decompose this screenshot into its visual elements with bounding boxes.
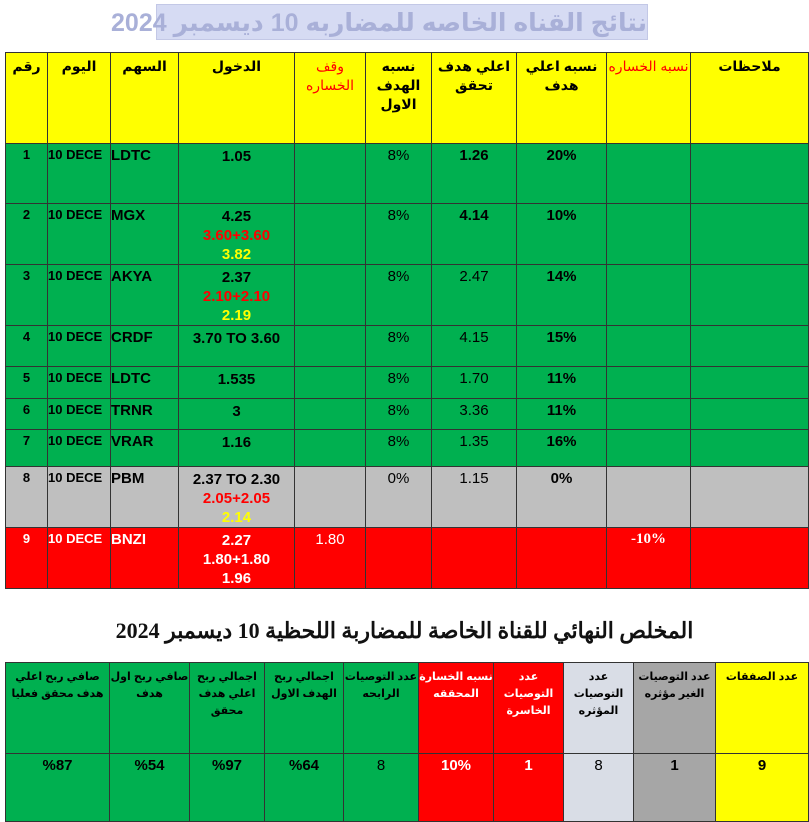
entry-value: 1.96 [221, 570, 252, 587]
summary-header-total-profit-first: اجمالي ربح الهدف الاول [265, 663, 344, 754]
row-notes [691, 326, 809, 367]
header-symbol: السهم [111, 53, 179, 144]
row-first-target-pct: 0% [366, 467, 432, 528]
row-highest-target: 1.15 [432, 467, 517, 528]
row-highest-target-pct: 20% [517, 144, 607, 204]
row-number: 4 [6, 326, 48, 367]
summary-header-losing-count: عدد التوصيات الخاسرة [494, 663, 564, 754]
row-loss-pct [607, 430, 691, 467]
row-highest-target-pct: 0% [517, 467, 607, 528]
page-title: نتائج القناه الخاصه للمضاربه 10 ديسمبر 2024 [156, 4, 648, 40]
row-stop-loss [295, 144, 366, 204]
table-row [6, 467, 809, 528]
row-first-target-pct [366, 528, 432, 589]
summary-header-non-deferred-count: عدد التوصيات الغير مؤثره [634, 663, 716, 754]
summary-header-net-profit-first: صافي ربح اول هدف [110, 663, 190, 754]
row-entry [179, 367, 295, 399]
table-row [6, 265, 809, 326]
row-entry [179, 144, 295, 204]
header-notes: ملاحظات [691, 53, 809, 144]
table-header-row [6, 53, 809, 144]
row-first-target-pct: 8% [366, 144, 432, 204]
row-first-target-pct: 8% [366, 265, 432, 326]
row-notes [691, 430, 809, 467]
table-row [6, 528, 809, 589]
row-highest-target-pct [517, 528, 607, 589]
row-notes [691, 204, 809, 265]
row-day: 10 DECE [48, 430, 111, 467]
summary-value-total-profit-highest: %97 [190, 754, 265, 822]
row-loss-pct [607, 204, 691, 265]
header-day: اليوم [48, 53, 111, 144]
summary-header-deferred-count: عدد التوصيات المؤثره [564, 663, 634, 754]
row-day: 10 DECE [48, 367, 111, 399]
row-entry [179, 430, 295, 467]
row-entry [179, 467, 295, 528]
row-number: 2 [6, 204, 48, 265]
summary-value-winning-count: 8 [344, 754, 419, 822]
row-notes [691, 399, 809, 430]
row-symbol: BNZI [111, 528, 179, 589]
entry-value: 3.82 [221, 246, 252, 263]
entry-value: 1.16 [221, 434, 252, 451]
row-stop-loss [295, 204, 366, 265]
row-day: 10 DECE [48, 204, 111, 265]
summary-value-loss-pct: 10% [419, 754, 494, 822]
row-first-target-pct: 8% [366, 399, 432, 430]
row-number: 1 [6, 144, 48, 204]
row-entry [179, 265, 295, 326]
summary-value-net-profit-highest: %87 [6, 754, 110, 822]
summary-header-winning-count: عدد التوصيات الرابحه [344, 663, 419, 754]
row-first-target-pct: 8% [366, 367, 432, 399]
row-number: 3 [6, 265, 48, 326]
header-first-target-pct: نسبه الهدف الاول [366, 53, 432, 144]
row-symbol: VRAR [111, 430, 179, 467]
row-number: 7 [6, 430, 48, 467]
entry-value: 1.535 [217, 371, 256, 388]
row-day: 10 DECE [48, 144, 111, 204]
header-entry: الدخول [179, 53, 295, 144]
row-highest-target: 1.70 [432, 367, 517, 399]
row-stop-loss [295, 399, 366, 430]
row-entry [179, 204, 295, 265]
table-row [6, 399, 809, 430]
table-row [6, 367, 809, 399]
entry-value: 2.27 [221, 532, 252, 549]
table-row [6, 430, 809, 467]
row-loss-pct [607, 367, 691, 399]
summary-value-deferred-count: 8 [564, 754, 634, 822]
row-highest-target: 2.47 [432, 265, 517, 326]
row-day: 10 DECE [48, 467, 111, 528]
entry-value: 2.05+2.05 [202, 490, 271, 507]
row-loss-pct [607, 326, 691, 367]
row-first-target-pct: 8% [366, 204, 432, 265]
summary-value-net-profit-first: %54 [110, 754, 190, 822]
header-num: رقم [6, 53, 48, 144]
entry-value: 3 [232, 403, 241, 420]
row-symbol: TRNR [111, 399, 179, 430]
row-highest-target-pct: 16% [517, 430, 607, 467]
entry-value: 2.10+2.10 [202, 288, 271, 305]
row-highest-target-pct: 14% [517, 265, 607, 326]
header-loss-pct: نسبه الخساره [607, 53, 691, 144]
row-symbol: LDTC [111, 144, 179, 204]
entry-value: 4.25 [221, 208, 252, 225]
entry-value: 1.80+1.80 [202, 551, 271, 568]
row-highest-target-pct: 11% [517, 399, 607, 430]
summary-value-deals-count: 9 [716, 754, 809, 822]
table-row [6, 204, 809, 265]
row-entry [179, 326, 295, 367]
summary-table [5, 662, 809, 822]
summary-title: المخلص النهائي للقناة الخاصة للمضاربة اللحظية 10 ديسمبر 2024 [115, 618, 694, 643]
row-stop-loss [295, 467, 366, 528]
row-day: 10 DECE [48, 265, 111, 326]
results-table [5, 52, 809, 589]
row-number: 9 [6, 528, 48, 589]
summary-value-row [6, 754, 809, 822]
entry-value: 2.37 TO 2.30 [192, 471, 281, 488]
row-first-target-pct: 8% [366, 430, 432, 467]
row-symbol: AKYA [111, 265, 179, 326]
row-highest-target: 4.14 [432, 204, 517, 265]
row-notes [691, 528, 809, 589]
row-highest-target: 3.36 [432, 399, 517, 430]
header-highest-target-pct: نسبه اعلي هدف [517, 53, 607, 144]
entry-value: 2.37 [221, 269, 252, 286]
summary-header-total-profit-highest: اجمالي ربح اعلي هدف محقق [190, 663, 265, 754]
row-stop-loss [295, 326, 366, 367]
summary-header-net-profit-highest: صافي ربح اعلي هدف محقق فعليا [6, 663, 110, 754]
row-symbol: CRDF [111, 326, 179, 367]
summary-value-non-deferred-count: 1 [634, 754, 716, 822]
entry-value: 3.70 TO 3.60 [192, 330, 281, 347]
summary-value-losing-count: 1 [494, 754, 564, 822]
summary-value-total-profit-first: %64 [265, 754, 344, 822]
table-row [6, 144, 809, 204]
row-notes [691, 265, 809, 326]
row-stop-loss [295, 367, 366, 399]
header-stop-loss: وقف الخساره [295, 53, 366, 144]
row-stop-loss: 1.80 [295, 528, 366, 589]
row-symbol: LDTC [111, 367, 179, 399]
row-loss-pct: -10% [607, 528, 691, 589]
row-loss-pct [607, 467, 691, 528]
entry-value: 3.60+3.60 [202, 227, 271, 244]
summary-header-loss-pct: نسبه الخسارة المحققه [419, 663, 494, 754]
table-row [6, 326, 809, 367]
row-highest-target [432, 528, 517, 589]
row-number: 5 [6, 367, 48, 399]
row-number: 6 [6, 399, 48, 430]
row-highest-target: 1.35 [432, 430, 517, 467]
row-highest-target-pct: 15% [517, 326, 607, 367]
row-stop-loss [295, 430, 366, 467]
row-stop-loss [295, 265, 366, 326]
row-notes [691, 367, 809, 399]
row-loss-pct [607, 144, 691, 204]
row-day: 10 DECE [48, 399, 111, 430]
entry-value: 2.19 [221, 307, 252, 324]
row-highest-target: 4.15 [432, 326, 517, 367]
row-notes [691, 467, 809, 528]
summary-header-deals-count: عدد الصفقات [716, 663, 809, 754]
row-highest-target: 1.26 [432, 144, 517, 204]
row-loss-pct [607, 265, 691, 326]
row-loss-pct [607, 399, 691, 430]
row-symbol: PBM [111, 467, 179, 528]
table-body [6, 144, 809, 589]
row-symbol: MGX [111, 204, 179, 265]
row-highest-target-pct: 10% [517, 204, 607, 265]
row-notes [691, 144, 809, 204]
row-entry [179, 528, 295, 589]
row-first-target-pct: 8% [366, 326, 432, 367]
row-number: 8 [6, 467, 48, 528]
header-highest-target: اعلي هدف تحقق [432, 53, 517, 144]
summary-header-row [6, 663, 809, 754]
row-highest-target-pct: 11% [517, 367, 607, 399]
row-day: 10 DECE [48, 326, 111, 367]
entry-value: 2.14 [221, 509, 252, 526]
row-entry [179, 399, 295, 430]
row-day: 10 DECE [48, 528, 111, 589]
entry-value: 1.05 [221, 148, 252, 165]
